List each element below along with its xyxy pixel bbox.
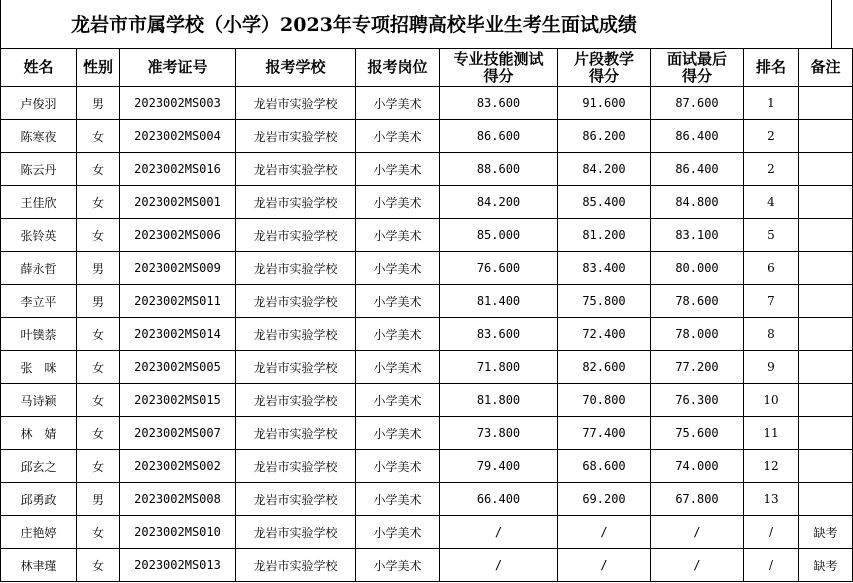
cell-gender: 女 [77, 318, 120, 351]
document-title: 龙岩市市属学校（小学）2023年专项招聘高校毕业生考生面试成绩 [71, 14, 637, 36]
table-row [1, 153, 853, 186]
cell-position: 小学美术 [356, 549, 440, 582]
cell-note [799, 318, 853, 351]
table-body [1, 87, 853, 582]
scores-table [0, 48, 853, 582]
cell-position: 小学美术 [356, 351, 440, 384]
cell-gender: 女 [77, 549, 120, 582]
table-row [1, 285, 853, 318]
table-row [1, 87, 853, 120]
cell-skill-score: 83.600 [440, 87, 558, 120]
cell-note [799, 285, 853, 318]
cell-name: 薛永哲 [1, 252, 77, 285]
cell-final-score: 76.300 [651, 384, 744, 417]
cell-teaching-score: 75.800 [558, 285, 651, 318]
cell-gender: 女 [77, 153, 120, 186]
cell-name: 卢俊羽 [1, 87, 77, 120]
table-row [1, 516, 853, 549]
header-skill-line1: 专业技能测试 [453, 49, 544, 68]
cell-teaching-score: 81.200 [558, 219, 651, 252]
cell-gender: 女 [77, 120, 120, 153]
cell-position: 小学美术 [356, 516, 440, 549]
cell-name: 庄艳婷 [1, 516, 77, 549]
cell-position: 小学美术 [356, 450, 440, 483]
cell-exam-id: 2023002MS002 [120, 450, 236, 483]
cell-gender: 男 [77, 87, 120, 120]
cell-skill-score: 83.600 [440, 318, 558, 351]
table-row [1, 483, 853, 516]
header-position: 报考岗位 [356, 49, 440, 87]
cell-rank: 5 [744, 219, 799, 252]
cell-school: 龙岩市实验学校 [236, 516, 356, 549]
cell-skill-score: 71.800 [440, 351, 558, 384]
header-name: 姓名 [1, 49, 77, 87]
cell-rank: 1 [744, 87, 799, 120]
header-final-score [651, 49, 744, 87]
cell-school: 龙岩市实验学校 [236, 450, 356, 483]
cell-name: 林 婧 [1, 417, 77, 450]
cell-position: 小学美术 [356, 153, 440, 186]
cell-rank: 7 [744, 285, 799, 318]
cell-rank: 12 [744, 450, 799, 483]
cell-exam-id: 2023002MS014 [120, 318, 236, 351]
cell-school: 龙岩市实验学校 [236, 120, 356, 153]
header-school: 报考学校 [236, 49, 356, 87]
cell-school: 龙岩市实验学校 [236, 186, 356, 219]
cell-final-score: / [651, 516, 744, 549]
cell-school: 龙岩市实验学校 [236, 219, 356, 252]
cell-position: 小学美术 [356, 87, 440, 120]
cell-skill-score: 88.600 [440, 153, 558, 186]
cell-note [799, 186, 853, 219]
title-area [0, 0, 832, 48]
cell-position: 小学美术 [356, 186, 440, 219]
cell-position: 小学美术 [356, 252, 440, 285]
cell-teaching-score: 83.400 [558, 252, 651, 285]
cell-school: 龙岩市实验学校 [236, 318, 356, 351]
cell-rank: 11 [744, 417, 799, 450]
cell-school: 龙岩市实验学校 [236, 417, 356, 450]
cell-teaching-score: 70.800 [558, 384, 651, 417]
cell-school: 龙岩市实验学校 [236, 285, 356, 318]
cell-final-score: / [651, 549, 744, 582]
table-row [1, 252, 853, 285]
cell-exam-id: 2023002MS004 [120, 120, 236, 153]
cell-school: 龙岩市实验学校 [236, 351, 356, 384]
cell-skill-score: 66.400 [440, 483, 558, 516]
cell-note [799, 252, 853, 285]
cell-note [799, 219, 853, 252]
cell-exam-id: 2023002MS016 [120, 153, 236, 186]
cell-final-score: 86.400 [651, 153, 744, 186]
cell-final-score: 83.100 [651, 219, 744, 252]
cell-rank: 13 [744, 483, 799, 516]
cell-teaching-score: 68.600 [558, 450, 651, 483]
cell-final-score: 77.200 [651, 351, 744, 384]
cell-gender: 男 [77, 252, 120, 285]
cell-school: 龙岩市实验学校 [236, 549, 356, 582]
cell-position: 小学美术 [356, 120, 440, 153]
cell-exam-id: 2023002MS013 [120, 549, 236, 582]
table-row [1, 318, 853, 351]
cell-skill-score: 73.800 [440, 417, 558, 450]
cell-name: 李立平 [1, 285, 77, 318]
cell-name: 张铃英 [1, 219, 77, 252]
table-row [1, 219, 853, 252]
cell-school: 龙岩市实验学校 [236, 483, 356, 516]
cell-exam-id: 2023002MS011 [120, 285, 236, 318]
cell-exam-id: 2023002MS007 [120, 417, 236, 450]
cell-school: 龙岩市实验学校 [236, 87, 356, 120]
header-teach-line1: 片段教学 [573, 49, 634, 68]
cell-gender: 女 [77, 516, 120, 549]
cell-rank: 2 [744, 153, 799, 186]
cell-teaching-score: 77.400 [558, 417, 651, 450]
cell-teaching-score: 85.400 [558, 186, 651, 219]
cell-exam-id: 2023002MS010 [120, 516, 236, 549]
cell-exam-id: 2023002MS005 [120, 351, 236, 384]
cell-name: 王佳欣 [1, 186, 77, 219]
cell-final-score: 74.000 [651, 450, 744, 483]
header-rank: 排名 [744, 49, 799, 87]
cell-final-score: 86.400 [651, 120, 744, 153]
cell-teaching-score: 91.600 [558, 87, 651, 120]
cell-rank: 2 [744, 120, 799, 153]
cell-note [799, 87, 853, 120]
cell-final-score: 80.000 [651, 252, 744, 285]
table-row [1, 417, 853, 450]
cell-final-score: 87.600 [651, 87, 744, 120]
cell-gender: 女 [77, 384, 120, 417]
cell-note [799, 417, 853, 450]
cell-note [799, 483, 853, 516]
cell-gender: 女 [77, 351, 120, 384]
table-row [1, 549, 853, 582]
cell-name: 林聿瑾 [1, 549, 77, 582]
header-row [1, 49, 853, 87]
cell-rank: 6 [744, 252, 799, 285]
cell-note: 缺考 [799, 516, 853, 549]
cell-teaching-score: 69.200 [558, 483, 651, 516]
cell-final-score: 78.000 [651, 318, 744, 351]
cell-gender: 女 [77, 186, 120, 219]
cell-teaching-score: 82.600 [558, 351, 651, 384]
cell-rank: 8 [744, 318, 799, 351]
cell-name: 张 咪 [1, 351, 77, 384]
cell-note [799, 153, 853, 186]
cell-skill-score: 86.600 [440, 120, 558, 153]
cell-position: 小学美术 [356, 219, 440, 252]
cell-name: 马诗颖 [1, 384, 77, 417]
cell-note [799, 120, 853, 153]
cell-skill-score: / [440, 549, 558, 582]
cell-exam-id: 2023002MS001 [120, 186, 236, 219]
cell-gender: 男 [77, 285, 120, 318]
cell-final-score: 67.800 [651, 483, 744, 516]
cell-exam-id: 2023002MS008 [120, 483, 236, 516]
header-note: 备注 [799, 49, 853, 87]
table-row [1, 186, 853, 219]
cell-name: 陈寒夜 [1, 120, 77, 153]
cell-final-score: 78.600 [651, 285, 744, 318]
header-teach-line2: 得分 [588, 66, 619, 85]
cell-school: 龙岩市实验学校 [236, 384, 356, 417]
cell-gender: 女 [77, 417, 120, 450]
cell-school: 龙岩市实验学校 [236, 252, 356, 285]
cell-note: 缺考 [799, 549, 853, 582]
table-row [1, 450, 853, 483]
cell-note [799, 351, 853, 384]
cell-position: 小学美术 [356, 417, 440, 450]
cell-skill-score: 79.400 [440, 450, 558, 483]
cell-teaching-score: 84.200 [558, 153, 651, 186]
cell-gender: 男 [77, 483, 120, 516]
header-teaching-score [558, 49, 651, 87]
cell-exam-id: 2023002MS009 [120, 252, 236, 285]
cell-exam-id: 2023002MS006 [120, 219, 236, 252]
cell-note [799, 384, 853, 417]
cell-skill-score: 81.800 [440, 384, 558, 417]
cell-name: 邱玄之 [1, 450, 77, 483]
header-exam-id: 准考证号 [120, 49, 236, 87]
header-gender: 性别 [77, 49, 120, 87]
cell-position: 小学美术 [356, 285, 440, 318]
cell-teaching-score: 72.400 [558, 318, 651, 351]
table-row [1, 351, 853, 384]
cell-rank: 10 [744, 384, 799, 417]
cell-rank: / [744, 549, 799, 582]
cell-exam-id: 2023002MS015 [120, 384, 236, 417]
header-skill-score [440, 49, 558, 87]
cell-final-score: 75.600 [651, 417, 744, 450]
table-row [1, 120, 853, 153]
cell-name: 叶镤萘 [1, 318, 77, 351]
cell-skill-score: 85.000 [440, 219, 558, 252]
cell-final-score: 84.800 [651, 186, 744, 219]
table-row [1, 384, 853, 417]
cell-rank: / [744, 516, 799, 549]
cell-teaching-score: 86.200 [558, 120, 651, 153]
cell-note [799, 450, 853, 483]
cell-name: 邱勇政 [1, 483, 77, 516]
cell-school: 龙岩市实验学校 [236, 153, 356, 186]
header-skill-line2: 得分 [483, 66, 514, 85]
cell-rank: 4 [744, 186, 799, 219]
cell-skill-score: 81.400 [440, 285, 558, 318]
cell-name: 陈云丹 [1, 153, 77, 186]
cell-skill-score: / [440, 516, 558, 549]
cell-gender: 女 [77, 219, 120, 252]
cell-position: 小学美术 [356, 318, 440, 351]
cell-position: 小学美术 [356, 384, 440, 417]
cell-skill-score: 76.600 [440, 252, 558, 285]
cell-teaching-score: / [558, 516, 651, 549]
cell-position: 小学美术 [356, 483, 440, 516]
cell-exam-id: 2023002MS003 [120, 87, 236, 120]
header-final-line1: 面试最后 [666, 49, 727, 68]
cell-teaching-score: / [558, 549, 651, 582]
cell-skill-score: 84.200 [440, 186, 558, 219]
cell-gender: 女 [77, 450, 120, 483]
header-final-line2: 得分 [681, 66, 712, 85]
cell-rank: 9 [744, 351, 799, 384]
